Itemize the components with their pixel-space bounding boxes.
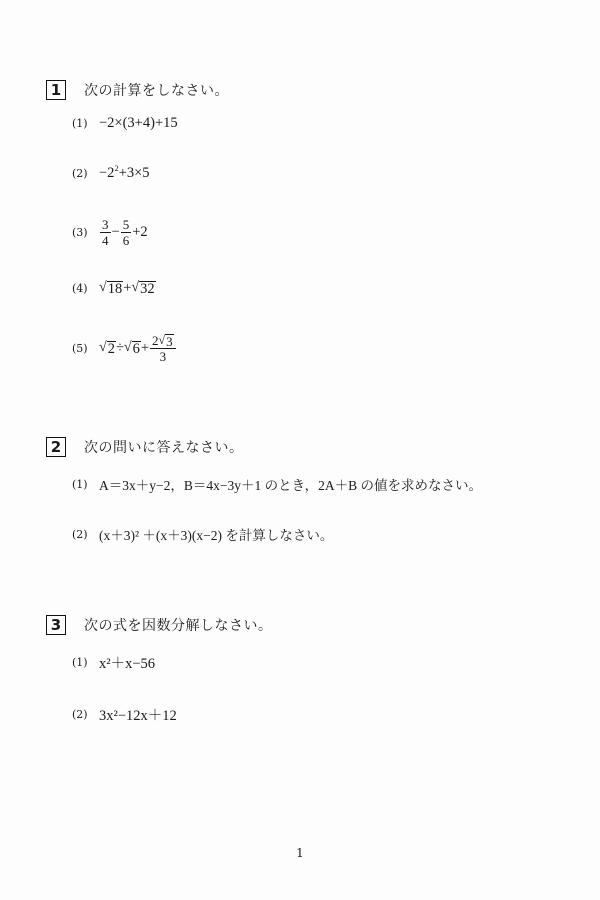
operator: +	[123, 280, 132, 296]
operator: ÷	[115, 340, 124, 356]
problem-text: x²＋x−56	[99, 656, 156, 672]
radicand: 3	[166, 334, 173, 349]
problem-label: (1)	[72, 117, 88, 130]
problem-3-2	[72, 704, 177, 725]
denominator: 3	[159, 349, 167, 364]
section-2	[46, 434, 566, 543]
expr-part: −2	[99, 165, 115, 181]
problem-expression: −2×(3+4)+15	[99, 115, 178, 131]
operator: −	[111, 224, 120, 240]
numerator: 3	[102, 217, 109, 232]
section-number-box: 1	[46, 80, 66, 100]
square-root: √ 18	[99, 280, 123, 297]
exponent: 2	[114, 163, 119, 173]
radicand: 2	[107, 341, 115, 357]
problem-3-1	[72, 652, 155, 673]
problem-label: (2)	[72, 708, 88, 721]
problem-2-2	[72, 524, 333, 544]
section-number-box: 2	[46, 437, 66, 457]
problem-text: A＝3x＋y−2，B＝4x−3y＋1 のとき，2A＋B の値を求めなさい。	[99, 478, 482, 493]
fraction	[100, 217, 111, 248]
problem-text: 3x²−12x＋12	[99, 708, 177, 724]
problem-expression	[99, 333, 177, 364]
radicand: 32	[140, 281, 155, 297]
problem-label: (3)	[72, 226, 88, 239]
numerator	[150, 333, 176, 349]
problem-1-5	[72, 333, 177, 364]
problem-label: (2)	[72, 167, 88, 180]
problem-label: (1)	[72, 656, 88, 669]
section-title: 次の問いに答えなさい。	[84, 440, 244, 456]
problem-label: (1)	[72, 477, 88, 491]
problem-label: (4)	[72, 282, 88, 295]
section-title: 次の式を因数分解しなさい。	[84, 618, 273, 634]
section-3	[46, 612, 566, 724]
section-number-box: 3	[46, 615, 66, 635]
problem-1-1	[72, 115, 178, 132]
problem-expression	[99, 280, 156, 297]
page-number: 1	[296, 846, 304, 860]
numerator: 5	[122, 217, 130, 232]
denominator: 6	[122, 233, 130, 248]
section-header	[46, 434, 566, 460]
square-root: √ 32	[131, 280, 155, 297]
problem-1-3	[72, 217, 148, 248]
problem-expression	[99, 217, 148, 248]
coefficient: 2	[152, 333, 159, 348]
problem-label: (5)	[72, 342, 88, 355]
square-root: √ 3	[158, 333, 173, 349]
fraction	[150, 333, 176, 364]
radicand: 6	[132, 341, 140, 357]
problem-1-4	[72, 280, 156, 297]
problem-label: (2)	[72, 527, 88, 541]
operator: +	[140, 340, 150, 356]
radicand: 18	[107, 281, 123, 297]
square-root: √ 6	[123, 340, 140, 357]
section-title: 次の計算をしなさい。	[84, 83, 229, 99]
fraction	[121, 217, 132, 248]
expr-part: +2	[132, 224, 148, 240]
problem-1-2	[72, 165, 150, 182]
section-header	[46, 77, 566, 103]
square-root: √ 2	[99, 340, 115, 357]
problem-text: (x＋3)² ＋(x＋3)(x−2) を計算しなさい。	[99, 528, 334, 543]
section-header	[46, 612, 566, 638]
denominator: 4	[102, 233, 109, 248]
problem-2-1	[72, 474, 482, 494]
problem-expression	[99, 165, 150, 182]
expr-part: +3×5	[118, 165, 150, 181]
